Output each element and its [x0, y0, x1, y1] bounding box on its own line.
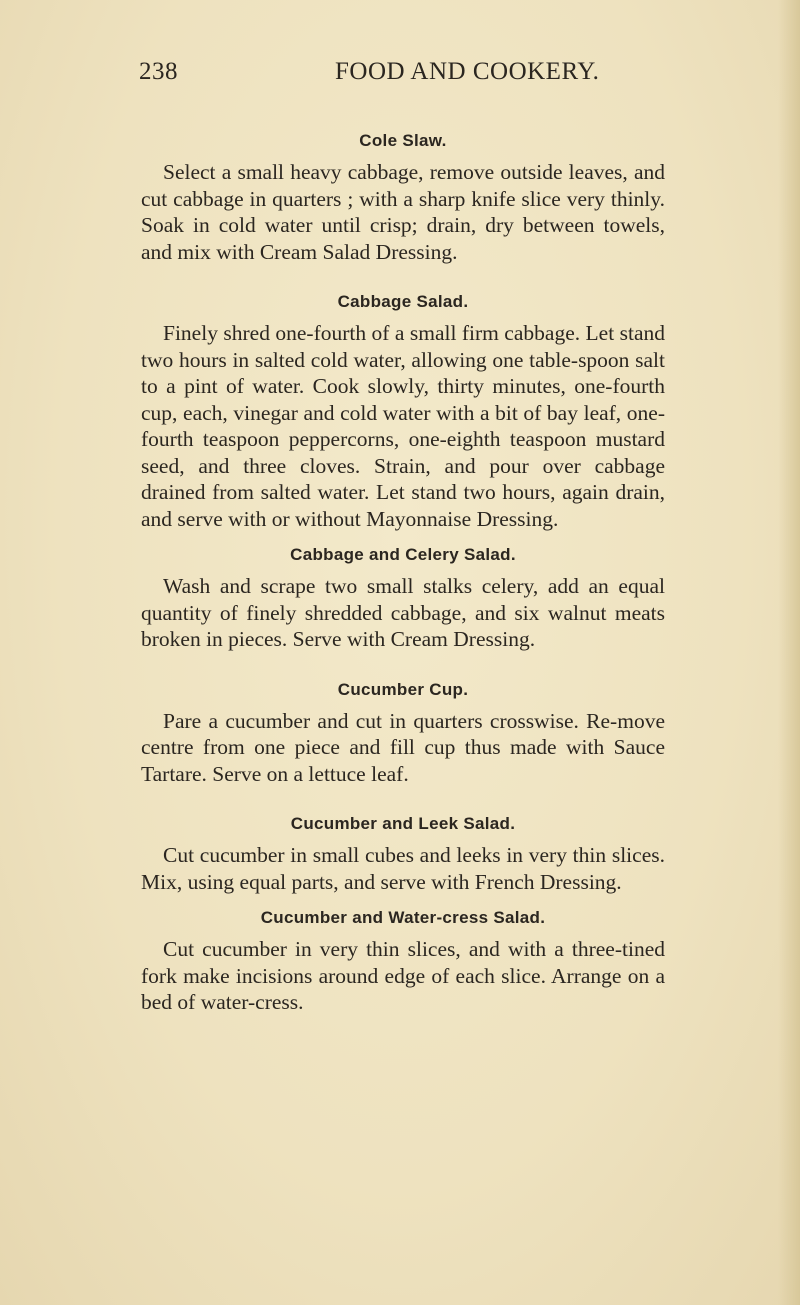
recipe-cabbage-salad: [141, 289, 665, 532]
recipe-title: Cucumber Cup.: [337, 679, 469, 699]
page-content: [141, 128, 665, 1016]
recipe-text: Finely shred one-fourth of a small firm cabbage. Let stand two hours in salted cold water, allowing one table-spoon salt to a pint of water. Cook slowly, thirty minutes, one-fourth cup, each, vinegar and cold water with a bit of bay leaf, one-fourth teaspoon peppercorns, one-eighth teaspoon mustard seed, and three cloves. Strain, and pour over cabbage drained from salted water. Let stand two hours, again drain, and serve with or without Mayonnaise Dressing.: [141, 321, 665, 531]
recipe-cabbage-celery-salad: [141, 542, 665, 653]
page-edge-shadow: [778, 0, 800, 1305]
recipe-text: Select a small heavy cabbage, remove outside leaves, and cut cabbage in quarters ; with a sharp knife slice very thinly. Soak in cold water until crisp; drain, dry between towels, and mix with Cream Salad Dressing.: [141, 160, 665, 264]
recipe-cucumber-watercress-salad: [141, 905, 665, 1016]
recipe-text: Wash and scrape two small stalks celery, add an equal quantity of finely shredded cabbage, and six walnut meats broken in pieces. Serve with Cream Dressing.: [141, 574, 665, 651]
recipe-title: Cucumber and Water-cress Salad.: [260, 908, 546, 927]
recipe-cucumber-leek-salad: [141, 811, 665, 895]
page-header: [139, 58, 600, 98]
recipe-title: Cabbage and Celery Salad.: [290, 545, 516, 564]
recipe-cucumber-cup: [141, 677, 665, 788]
running-head: FOOD AND COOKERY.: [335, 58, 600, 85]
recipe-text: Cut cucumber in small cubes and leeks in very thin slices. Mix, using equal parts, and serve with French Dressing.: [141, 843, 665, 894]
page-number: 238: [139, 58, 178, 85]
recipe-text: Cut cucumber in very thin slices, and with a three-tined fork make incisions around edge of each slice. Arrange on a bed of water-cress.: [141, 937, 665, 1014]
recipe-text: Pare a cucumber and cut in quarters crosswise. Re-move centre from one piece and fill cup thus made with Sauce Tartare. Serve on a lettuce leaf.: [141, 708, 665, 786]
recipe-title: Cucumber and Leek Salad.: [290, 814, 516, 833]
recipe-title: Cabbage Salad.: [337, 292, 469, 311]
recipe-cole-slaw: [141, 128, 665, 265]
recipe-title: Cole Slaw.: [359, 131, 447, 150]
